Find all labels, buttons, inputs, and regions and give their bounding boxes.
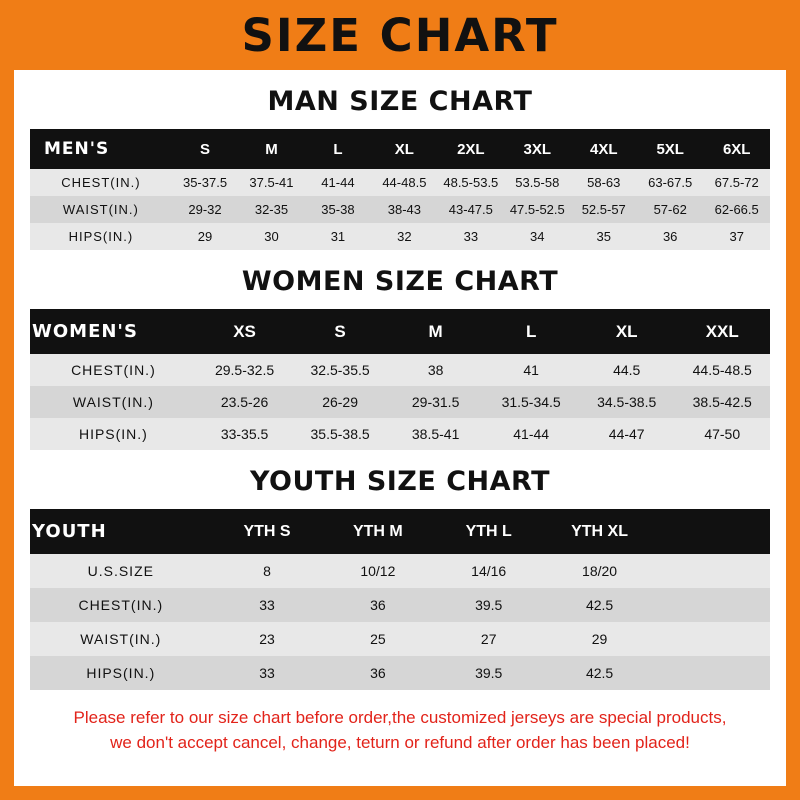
youth-size-table (30, 509, 770, 690)
man-section-title: MAN SIZE CHART (267, 86, 533, 117)
cell: 37.5-41 (238, 169, 304, 196)
cell: 67.5-72 (703, 169, 770, 196)
column-header: 5XL (637, 129, 703, 169)
cell: 35-38 (305, 196, 371, 223)
column-header: WOMEN'S (30, 309, 197, 354)
row-label: HIPS(IN.) (30, 223, 172, 250)
column-header: YTH S (212, 509, 323, 554)
cell: 48.5-53.5 (438, 169, 504, 196)
column-header: XS (197, 309, 293, 354)
cell: 57-62 (637, 196, 703, 223)
row-label: CHEST(IN.) (30, 588, 212, 622)
table-row (30, 223, 770, 250)
cell: 44.5-48.5 (674, 354, 770, 386)
column-header: L (483, 309, 579, 354)
cell: 34 (504, 223, 570, 250)
column-header: XL (579, 309, 675, 354)
row-label: WAIST(IN.) (30, 386, 197, 418)
table-header-row (30, 129, 770, 169)
footer-note (30, 706, 770, 755)
cell: 39.5 (433, 656, 544, 690)
header-band (0, 0, 800, 70)
table-row (30, 354, 770, 386)
table-row (30, 622, 770, 656)
column-header: S (292, 309, 388, 354)
cell-spacer (655, 622, 770, 656)
cell: 47-50 (674, 418, 770, 450)
cell: 58-63 (571, 169, 637, 196)
table-row (30, 418, 770, 450)
cell: 42.5 (544, 588, 655, 622)
footer-note-line2: we don't accept cancel, change, teturn or refund after order has been placed! (110, 732, 690, 752)
column-header: 6XL (703, 129, 770, 169)
cell: 29 (544, 622, 655, 656)
cell: 31.5-34.5 (483, 386, 579, 418)
column-header: YTH L (433, 509, 544, 554)
cell: 39.5 (433, 588, 544, 622)
column-header: 4XL (571, 129, 637, 169)
row-label: HIPS(IN.) (30, 418, 197, 450)
row-label: WAIST(IN.) (30, 622, 212, 656)
row-label: U.S.SIZE (30, 554, 212, 588)
column-header: 2XL (438, 129, 504, 169)
cell: 33-35.5 (197, 418, 293, 450)
column-header: 3XL (504, 129, 570, 169)
cell: 53.5-58 (504, 169, 570, 196)
cell: 33 (212, 656, 323, 690)
row-label: CHEST(IN.) (30, 169, 172, 196)
cell: 33 (438, 223, 504, 250)
page-title: SIZE CHART (241, 8, 559, 62)
cell: 31 (305, 223, 371, 250)
cell: 43-47.5 (438, 196, 504, 223)
cell: 8 (212, 554, 323, 588)
cell: 23 (212, 622, 323, 656)
column-header-spacer (655, 509, 770, 554)
cell: 47.5-52.5 (504, 196, 570, 223)
table-row (30, 656, 770, 690)
man-size-table (30, 129, 770, 250)
cell: 41 (483, 354, 579, 386)
cell: 44-47 (579, 418, 675, 450)
cell: 41-44 (305, 169, 371, 196)
cell: 37 (703, 223, 770, 250)
cell: 35-37.5 (172, 169, 238, 196)
table-row (30, 554, 770, 588)
table-row (30, 386, 770, 418)
cell: 63-67.5 (637, 169, 703, 196)
women-section-title: WOMEN SIZE CHART (241, 266, 559, 297)
table-row (30, 588, 770, 622)
column-header: XXL (674, 309, 770, 354)
cell: 33 (212, 588, 323, 622)
row-label: CHEST(IN.) (30, 354, 197, 386)
cell: 44.5 (579, 354, 675, 386)
cell: 10/12 (322, 554, 433, 588)
column-header: M (238, 129, 304, 169)
cell: 38.5-42.5 (674, 386, 770, 418)
cell: 44-48.5 (371, 169, 437, 196)
cell: 38.5-41 (388, 418, 484, 450)
cell: 38 (388, 354, 484, 386)
cell: 41-44 (483, 418, 579, 450)
cell: 30 (238, 223, 304, 250)
cell-spacer (655, 656, 770, 690)
row-label: WAIST(IN.) (30, 196, 172, 223)
cell: 42.5 (544, 656, 655, 690)
column-header: S (172, 129, 238, 169)
table-row (30, 169, 770, 196)
cell: 36 (637, 223, 703, 250)
cell: 52.5-57 (571, 196, 637, 223)
cell: 26-29 (292, 386, 388, 418)
cell: 32-35 (238, 196, 304, 223)
cell: 32 (371, 223, 437, 250)
cell: 35 (571, 223, 637, 250)
cell: 29 (172, 223, 238, 250)
cell: 35.5-38.5 (292, 418, 388, 450)
cell: 14/16 (433, 554, 544, 588)
cell: 23.5-26 (197, 386, 293, 418)
cell: 36 (322, 588, 433, 622)
women-size-table (30, 309, 770, 450)
table-row (30, 196, 770, 223)
column-header: XL (371, 129, 437, 169)
row-label: HIPS(IN.) (30, 656, 212, 690)
column-header: YOUTH (30, 509, 212, 554)
cell: 18/20 (544, 554, 655, 588)
cell: 25 (322, 622, 433, 656)
cell: 34.5-38.5 (579, 386, 675, 418)
cell: 62-66.5 (703, 196, 770, 223)
cell: 32.5-35.5 (292, 354, 388, 386)
cell: 38-43 (371, 196, 437, 223)
column-header: M (388, 309, 484, 354)
cell-spacer (655, 554, 770, 588)
cell-spacer (655, 588, 770, 622)
column-header: MEN'S (30, 129, 172, 169)
footer-note-line1: Please refer to our size chart before order,the customized jerseys are special products, (73, 708, 727, 727)
column-header: YTH XL (544, 509, 655, 554)
table-header-row (30, 509, 770, 554)
chart-content (14, 86, 786, 755)
cell: 36 (322, 656, 433, 690)
cell: 29-31.5 (388, 386, 484, 418)
cell: 27 (433, 622, 544, 656)
column-header: YTH M (322, 509, 433, 554)
cell: 29.5-32.5 (197, 354, 293, 386)
youth-section-title: YOUTH SIZE CHART (249, 466, 551, 497)
column-header: L (305, 129, 371, 169)
cell: 29-32 (172, 196, 238, 223)
table-header-row (30, 309, 770, 354)
